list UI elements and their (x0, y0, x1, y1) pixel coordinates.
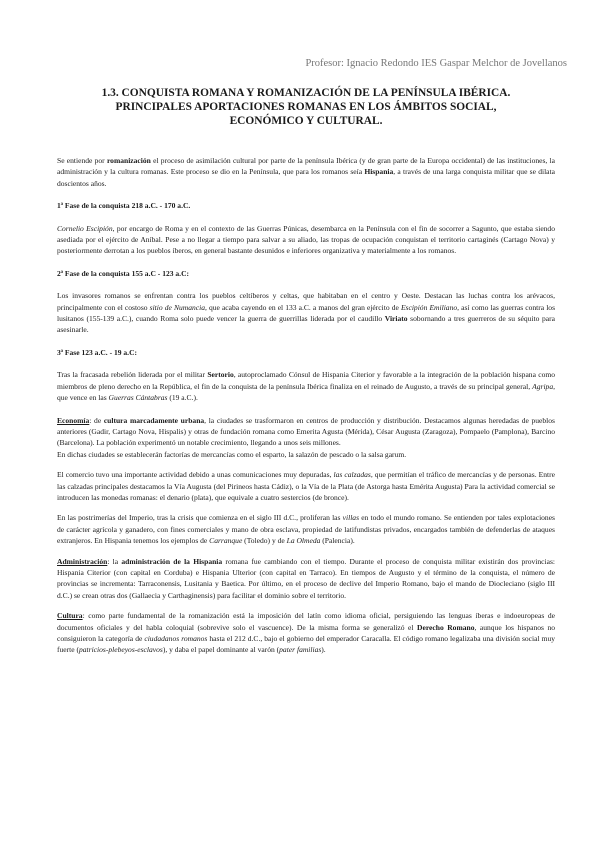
commerce-text: , que permitían el tráfico de mercancías y de personas. Entre las calzadas principales destacamos la Vía Augusta (del Pirineos hasta Cádiz), o la Vía de la Plata (de Astorga hasta Emérita Augusta) Para la actividad comercial se introducen las monedas romanas: el denario (plata), que equivale a cuatro sestercios (de bronce). (57, 470, 555, 502)
intro-text: , a través de una larga conquista militar que se dilata doscientos años. (57, 167, 555, 188)
economy-text: : de (89, 415, 104, 425)
phase3-text: Tras la fracasada rebelión liderada por el militar (57, 370, 208, 380)
culture-text: , aunque los hispanos no consiguieron la categoría de (57, 622, 555, 643)
term-calzadas: las calzadas (333, 470, 371, 480)
phase2-text: Los invasores romanos se enfrentan contra los pueblos celtíberos y celtas, que habitaban en el centro y Oeste. Destacan las luchas contra los arévacos, principalmente con el costoso (57, 291, 555, 312)
phase3-text: (19 a.C.). (167, 393, 198, 403)
phase2-paragraph (57, 290, 555, 336)
term-romanizacion: romanización (106, 156, 151, 165)
economy-paragraph (57, 415, 555, 449)
term-hispania: Hispania (364, 167, 394, 177)
culture-text: ), y daba el papel dominante al varón ( (162, 645, 280, 655)
administration-paragraph (57, 556, 555, 602)
term-guerras-cantabras: Guerras Cántabras (108, 393, 168, 403)
name-escipion-emiliano: Escipión Emiliano (400, 302, 458, 312)
villas-text: (Toledo) y de (242, 536, 287, 546)
phase2-text: , que acaba cayendo en el 133 a.C. a manos del gran ejército de (204, 302, 401, 312)
title-line-1: 1.3. CONQUISTA ROMANA Y ROMANIZACIÓN DE LA PENÍNSULA IBÉRICA. (101, 87, 511, 99)
document-body (57, 155, 555, 656)
commerce-text: El comercio tuvo una importante actividad debido a unas comunicaciones muy depuradas, (57, 470, 334, 480)
title-line-2: PRINCIPALES APORTACIONES ROMANAS EN LOS ÁMBITOS SOCIAL, (115, 101, 497, 113)
phase1-heading: 1ª Fase de la conquista 218 a.C. - 170 a.C. (57, 201, 191, 211)
document-title (65, 86, 547, 128)
term-ciudadanos-romanos: ciudadanos romanos (144, 634, 208, 643)
administration-text: : la (107, 556, 122, 566)
phase2-text: sobornando a tres guerreros de su séquito para asesinarle. (57, 314, 555, 335)
villas-text: (Palencia). (320, 536, 355, 546)
culture-label: Cultura (57, 611, 83, 621)
intro-text: el proceso de asimilación cultural por parte de la península Ibérica (y de gran parte de la Europa occidental) de las instituciones, la administración y la cultura romanas. Este proceso se dio en la Península, que para los romanos seía (57, 156, 555, 177)
villas-paragraph (57, 512, 555, 546)
commerce-paragraph (57, 469, 555, 503)
title-line-3: ECONÓMICO Y CULTURAL. (229, 115, 383, 127)
place-carranque: Carranque (209, 536, 243, 546)
culture-text: hasta el 212 d.C., bajo el gobierno del emperador Caracalla. El código romano legalizaba una división social muy fuerte ( (57, 634, 555, 655)
term-numancia: sitio de Numancia (149, 302, 205, 312)
term-pater-familias: pater familias (279, 645, 322, 655)
phase3-text: , que vence en las (57, 381, 555, 403)
place-la-olmeda: La Olmeda (286, 536, 321, 546)
culture-text: : como parte fundamental de la romanización está la imposición del latín como idioma oficial, persiguiendo las lenguas íberas e indoeuropeas de documentos oficiales y del habla coloquial (sobrevive solo el vascuence). De la misma forma se generalizó el (57, 611, 555, 632)
phase3-heading: 3ª Fase 123 a.C. - 19 a.C: (57, 347, 138, 357)
intro-text: Se entiende por (57, 156, 107, 165)
administration-label: Administración (57, 556, 108, 566)
phase2-heading: 2ª Fase de la conquista 155 a.C - 123 a.C: (57, 268, 190, 278)
economy-text: , la ciudades se trasformaron en centros de producción y distribución. Destacamos algunas heredadas de pueblos anteriores (Gadir, Cartago Nova, Hispalis) y otras de fundación romana como Emerita Agusta (Mérida), César Augusta (Zaragoza), Pompaelo (Pamplona), Barcino (Barcelona). La población experimentó un notable crecimiento, llegando a unos seis millones. (57, 415, 555, 448)
phase2-text: , así como las guerras contra los lusitanos (155-139 a.C.), cuando Roma solo puede vencer la guerra de guerrillas liderada por el caudillo (57, 302, 556, 324)
villas-text: en todo el mundo romano. Se entienden por tales explotaciones de carácter agrícola y ganadero, con fines comerciales y mano de obra esclava, propiedad de latifundistas privados, encargados también de defenderlas de ataques extranjeros. En Hispania tenemos los ejemplos de (57, 513, 555, 546)
administration-text: romana fue cambiando con el tiempo. Durante el proceso de conquista militar existirán dos provincias: Hispania Citerior (con capital en Corduba) e Hispania Ulterior (con capital en Tarraco). En tiempos de Augusto y el término de la conquista, el número de provincias se incrementa: Tarraconensis, Lusitania y Baetica. Por último, en el proceso de declive del Imperio Romano, bajo el mando de Diocleciano (siglo III d.C.) se crean otras dos (Gallaecia y Carthaginensis) para facilitar el dominio sobre el territorio. (57, 556, 555, 600)
name-agripa: Agripa (532, 381, 554, 391)
culture-text: ). (321, 645, 326, 655)
economy-factories-paragraph: En dichas ciudades se establecerán factorías de mercancías como el esparto, la salazón de pescado o la salsa garum. (57, 449, 407, 459)
term-cultura-urbana: cultura marcadamente urbana (103, 415, 205, 425)
term-derecho-romano: Derecho Romano (417, 622, 475, 632)
term-villas: villas (342, 513, 360, 523)
name-sertorio: Sertorio (207, 370, 234, 380)
term-social-division: patricios-plebeyos-esclavos (79, 645, 163, 655)
phase1-paragraph (57, 223, 555, 257)
phase3-paragraph (57, 369, 555, 403)
phase3-text: , autoproclamado Cónsul de Hispania Citerior y favorable a la integración de la población hispana como miembros de pleno derecho en la República, el fin de la conquista de la península Ibérica finaliza en el reinado de Augusto, a través de su principal general, (57, 370, 556, 391)
economy-label: Economía (57, 415, 90, 425)
phase1-text: , por encargo de Roma y en el contexto de las Guerras Púnicas, desembarca en la Península con el fin de socorrer a Sagunto, que estaba siendo asediada por el ejército de Aníbal. Pese a no llegar a tiempo para salvar a su aliado, las tropas de ocupación conquistan el territorio cartaginés (Cartago Nova) y posteriormente derrotan a los pueblos íberos, en general bastante desunidos e inferiores organizativa y materialmente a los romanos. (57, 223, 555, 256)
culture-paragraph (57, 610, 555, 656)
villas-text: En las postrimerías del Imperio, tras la crisis que comienza en el siglo III d.C., proliferan las (57, 513, 343, 523)
name-escipion: Cornelio Escipión (57, 223, 113, 233)
page-header: Profesor: Ignacio Redondo IES Gaspar Melchor de Jovellanos (305, 58, 567, 69)
intro-paragraph (57, 155, 555, 189)
name-viriato: Viriato (384, 314, 408, 324)
term-administracion-hispania: administración de la Hispania (121, 556, 223, 566)
